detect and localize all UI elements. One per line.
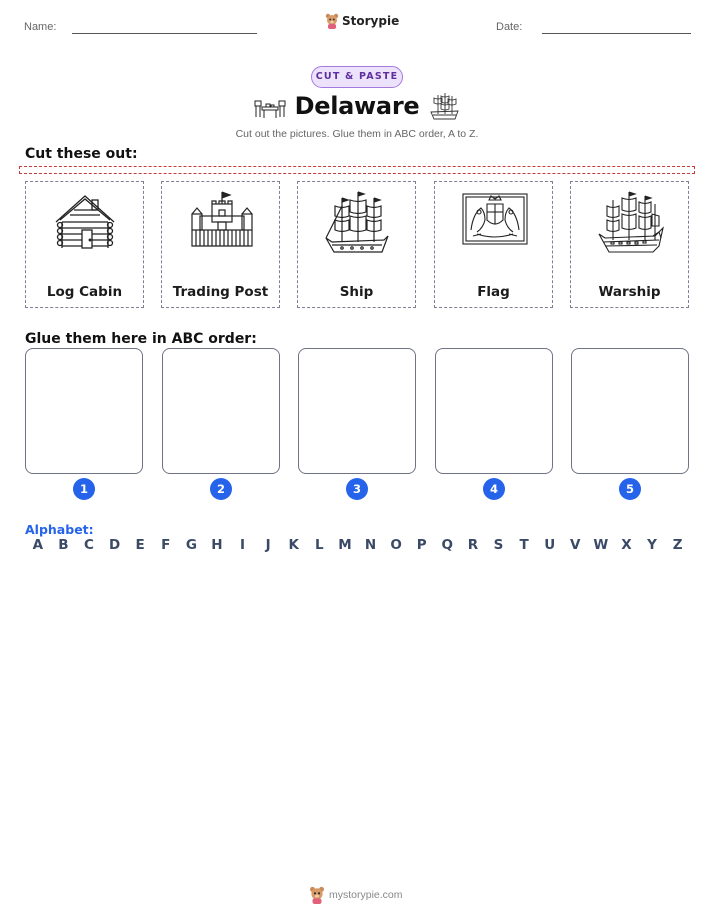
glue-box-2[interactable] [162, 348, 280, 474]
alphabet-letter: C [84, 537, 94, 553]
alphabet-letter: Z [672, 537, 683, 553]
alphabet-letter: D [108, 537, 121, 553]
date-line[interactable] [542, 33, 691, 34]
order-number-badge: 1 [73, 478, 95, 500]
alphabet-letter: L [315, 537, 324, 553]
activity-badge: CUT & PASTE [311, 66, 403, 88]
brand-logo [325, 13, 399, 29]
alphabet-letter: I [240, 537, 246, 553]
alphabet-letter: V [570, 537, 581, 553]
flag-icon [461, 190, 529, 250]
alphabet-letter: A [32, 537, 44, 553]
alphabet-letter: P [416, 537, 427, 553]
glue-box-5[interactable] [571, 348, 689, 474]
alphabet-title: Alphabet: [25, 522, 94, 537]
card-label: Trading Post [172, 284, 269, 300]
cut-card-ship[interactable] [297, 181, 416, 308]
alphabet-letter: E [135, 537, 145, 553]
order-number-badge: 4 [483, 478, 505, 500]
alphabet-letter: G [185, 537, 197, 553]
log-cabin-icon [52, 190, 118, 256]
card-label: Warship [598, 284, 661, 300]
footer-url[interactable]: mystorypie.com [329, 889, 403, 901]
alphabet-letter: K [288, 537, 299, 553]
bear-mascot-icon [325, 13, 339, 29]
cut-line [19, 166, 695, 174]
alphabet-letter: Q [441, 537, 454, 553]
card-label: Log Cabin [46, 284, 123, 300]
name-label: Name: [24, 21, 57, 33]
sailing-ship-icon [428, 92, 460, 122]
alphabet-letter: J [265, 537, 271, 553]
instructions: Cut out the pictures. Glue them in ABC order, A to Z. [235, 128, 479, 140]
alphabet-letter: S [493, 537, 504, 553]
order-number-badge: 3 [346, 478, 368, 500]
order-number-badge: 2 [210, 478, 232, 500]
name-line[interactable] [72, 33, 257, 34]
footer [309, 886, 403, 904]
alphabet-letter: R [467, 537, 479, 553]
glue-box-1[interactable] [25, 348, 143, 474]
bear-mascot-icon [309, 886, 325, 904]
alphabet-letter: N [364, 537, 377, 553]
alphabet-letter: X [621, 537, 632, 553]
alphabet-letter: Y [647, 537, 657, 553]
alphabet-letter: W [593, 537, 609, 553]
warship-icon [597, 190, 665, 260]
page-title: Delaware [294, 92, 420, 120]
glue-section-heading: Glue them here in ABC order: [25, 331, 257, 347]
alphabet-letter: U [544, 537, 556, 553]
cut-card-warship[interactable] [570, 181, 689, 308]
date-label: Date: [496, 21, 523, 33]
alphabet-letter: B [58, 537, 69, 553]
alphabet-letter: O [390, 537, 402, 553]
alphabet-letter: T [519, 537, 529, 553]
glue-box-3[interactable] [298, 348, 416, 474]
card-label: Ship [339, 284, 374, 300]
fort-icon [188, 190, 256, 256]
ship-icon [324, 190, 390, 260]
alphabet-letter: F [161, 537, 171, 553]
alphabet-letter: H [211, 537, 223, 553]
cut-card-log-cabin[interactable] [25, 181, 144, 308]
cut-card-trading-post[interactable] [161, 181, 280, 308]
order-number-badge: 5 [619, 478, 641, 500]
cut-section-heading: Cut these out: [25, 146, 138, 162]
glue-box-4[interactable] [435, 348, 553, 474]
alphabet-letter: M [338, 537, 352, 553]
alphabet-row [25, 537, 690, 553]
card-label: Flag [477, 284, 510, 300]
cut-card-flag[interactable] [434, 181, 553, 308]
brand-name: Storypie [342, 14, 400, 28]
